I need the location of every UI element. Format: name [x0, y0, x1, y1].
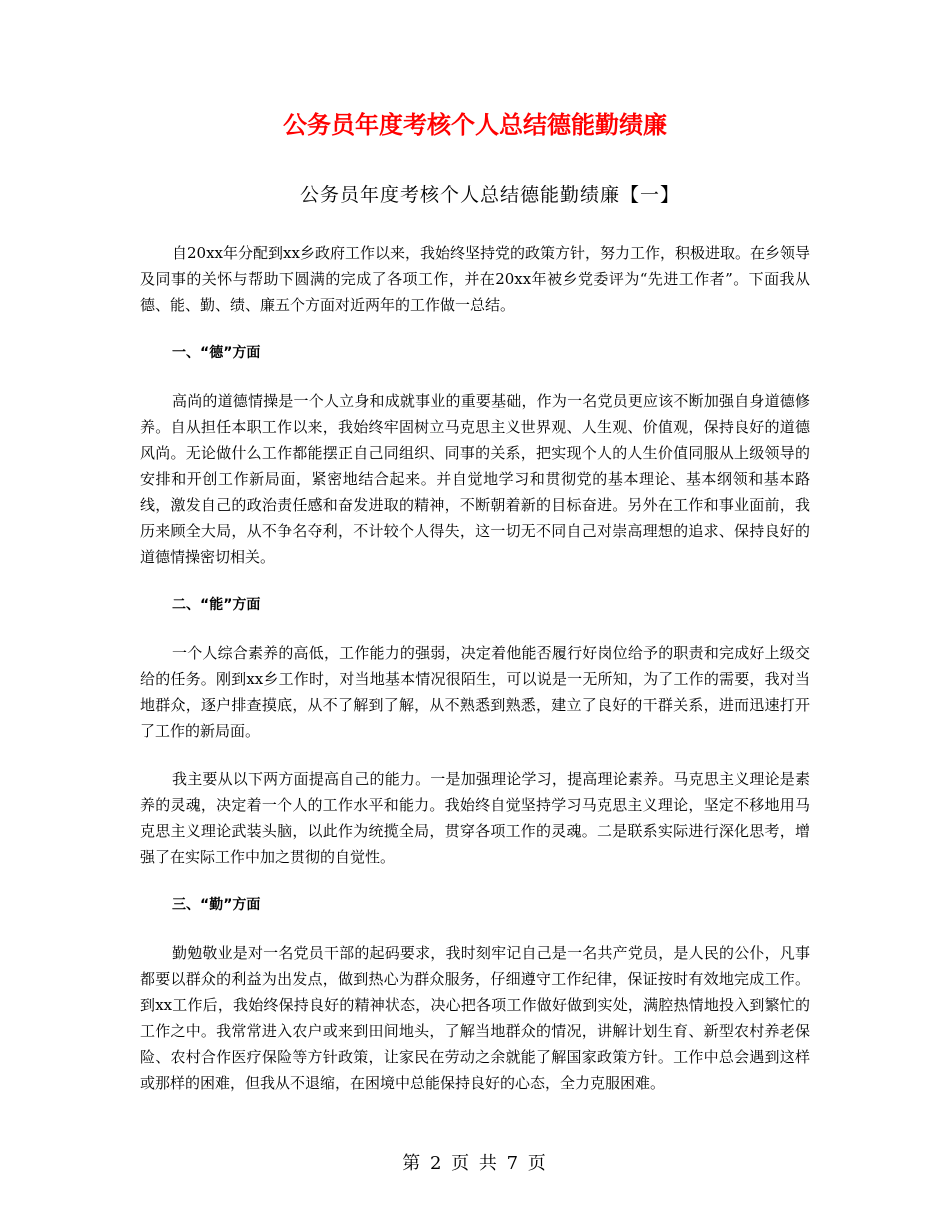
section-neng-paragraph-1: 一个人综合素养的高低，工作能力的强弱，决定着他能否履行好岗位给予的职责和完成好上级交给的任务。刚到xx乡工作时，对当地基本情况很陌生，可以说是一无所知，为了工作的需要，我对当地群众，逐户排查摸底，从不了解到了解，从不熟悉到熟悉，建立了良好的干群关系，进而迅速打开了工作的新局面。: [140, 644, 810, 740]
intro-paragraph: 自20xx年分配到xx乡政府工作以来，我始终坚持党的政策方针，努力工作，积极进取。在乡领导及同事的关怀与帮助下圆满的完成了各项工作，并在20xx年被乡党委评为“先进工作者”。下面我从德、能、勤、绩、廉五个方面对近两年的工作做一总结。: [140, 244, 810, 314]
page-number-footer: 第 2 页 共 7 页: [402, 1153, 548, 1174]
document-subtitle: 公务员年度考核个人总结德能勤绩廉【一】: [299, 184, 680, 206]
section-heading-neng: 二、“能”方面: [172, 597, 261, 613]
section-de-paragraph: 高尚的道德情操是一个人立身和成就事业的重要基础，作为一名党员更应该不断加强自身道德修养。自从担任本职工作以来，我始终牢固树立马克思主义世界观、人生观、价值观，保持良好的道德风尚。无论做什么工作都能摆正自己同组织、同事的关系，把实现个人的人生价值同服从上级领导的安排和开创工作新局面，紧密地结合起来。并自觉地学习和贯彻党的基本理论、基本纲领和基本路线，激发自己的政治责任感和奋发进取的精神，不断朝着新的目标奋进。另外在工作和事业面前，我历来顾全大局，从不争名夺利，不计较个人得失，这一切无不同自己对崇高理想的追求、保持良好的道德情操密切相关。: [140, 392, 810, 566]
section-heading-qin: 三、“勤”方面: [172, 897, 261, 913]
section-heading-de: 一、“德”方面: [172, 345, 261, 361]
section-neng-paragraph-2: 我主要从以下两方面提高自己的能力。一是加强理论学习，提高理论素养。马克思主义理论是素养的灵魂，决定着一个人的工作水平和能力。我始终自觉坚持学习马克思主义理论，坚定不移地用马克思主义理论武装头脑，以此作为统揽全局，贯穿各项工作的灵魂。二是联系实际进行深化思考，增强了在实际工作中加之贯彻的自觉性。: [140, 770, 810, 866]
document-body: [140, 240, 810, 1118]
section-qin-paragraph: 勤勉敬业是对一名党员干部的起码要求，我时刻牢记自己是一名共产党员，是人民的公仆，凡事都要以群众的利益为出发点，做到热心为群众服务，仔细遵守工作纪律，保证按时有效地完成工作。到xx工作后，我始终保持良好的精神状态，决心把各项工作做好做到实处，满腔热情地投入到繁忙的工作之中。我常常进入农户或来到田间地头，了解当地群众的情况，讲解计划生育、新型农村养老保险、农村合作医疗保险等方针政策，让家民在劳动之余就能了解国家政策方针。工作中总会遇到这样或那样的困难，但我从不退缩，在困境中总能保持良好的心态，全力克服困难。: [140, 944, 810, 1092]
document-title: 公务员年度考核个人总结德能勤绩廉: [283, 111, 667, 139]
